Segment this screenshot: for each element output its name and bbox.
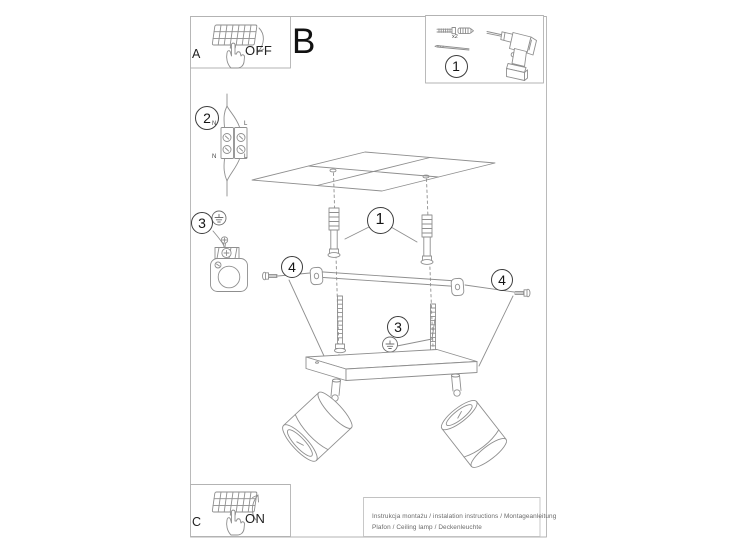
wire-label-top-l: L <box>244 121 248 127</box>
spotlight-head-right <box>438 396 511 472</box>
callout-clamp: 3 <box>191 212 213 234</box>
callout-connector: 2 <box>195 106 219 130</box>
ground-symbol-icon <box>212 211 226 225</box>
wall-plug-right <box>421 215 433 264</box>
panel-c-label: C <box>192 515 202 529</box>
wall-plug-left <box>328 208 340 257</box>
panel-c-state: ON <box>245 511 266 526</box>
callout-screw-right: 4 <box>491 269 513 291</box>
callout-anchors: 1 <box>367 207 394 234</box>
ground-symbol-mid-icon <box>383 337 398 352</box>
wire-label-top-n: N <box>212 121 217 127</box>
mounting-bracket <box>310 267 464 296</box>
callout-screw-left: 4 <box>281 256 303 278</box>
footer-line-1: Instrukcja montażu / instalation instructions / Montageanleitung <box>372 513 557 520</box>
screw-icon-right <box>515 289 530 297</box>
pivot-left <box>331 379 341 401</box>
footer-line-2: Plafon / Ceiling lamp / Deckenleuchte <box>372 524 482 531</box>
assembly-diagram <box>252 152 530 472</box>
screw-icon-left <box>263 272 278 280</box>
pivot-right <box>452 374 462 396</box>
spotlight-head-left <box>278 388 356 465</box>
parts-qty-label: x2 <box>452 34 458 40</box>
callout-tools: 1 <box>445 55 468 78</box>
alignment-dashes <box>334 173 434 360</box>
terminal-block-icon <box>221 94 247 196</box>
callout-ground: 3 <box>387 316 409 338</box>
panel-a-state: OFF <box>245 43 273 58</box>
wire-label-bottom-n: N <box>212 154 217 160</box>
panel-a-label: A <box>192 47 201 61</box>
ceiling-plane <box>252 152 495 191</box>
ground-clamp-icon <box>211 231 248 292</box>
machine-screw-left <box>335 296 346 353</box>
wire-label-bottom-l: L <box>244 154 248 160</box>
section-b-label: B <box>292 22 316 61</box>
projection-right <box>479 296 513 366</box>
